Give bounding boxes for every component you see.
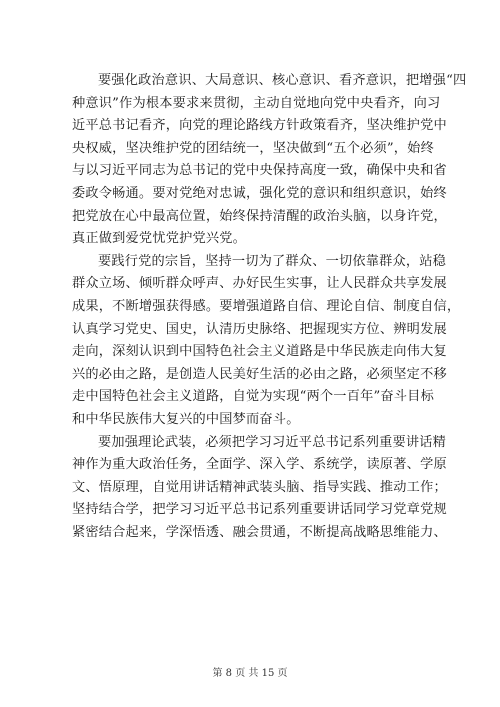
- text-line: 要践行党的宗旨，坚持一切为了群众、一切依靠群众，站稳: [98, 253, 447, 269]
- paragraph-theory-study: [72, 432, 447, 545]
- document-body: [72, 70, 467, 544]
- text-line: 群众立场、倾听群众呼声、办好民生实事，让人民群众共享发展: [72, 276, 447, 292]
- text-line: 文、悟原理，自觉用讲话精神武装头脑、指导实践、推动工作；: [72, 479, 447, 495]
- text-line: 真正做到爱党忧党护党兴党。: [72, 231, 247, 247]
- paragraph-political-awareness: [72, 70, 467, 251]
- text-line: 走中国特色社会主义道路，自觉为实现“两个一百年”奋斗目标: [72, 389, 434, 405]
- text-line: 和中华民族伟大复兴的中国梦而奋斗。: [72, 411, 300, 427]
- text-line: 神作为重大政治任务，全面学、深入学、系统学，读原著、学原: [72, 457, 447, 473]
- page-number-footer: 第 8 页 共 15 页: [212, 668, 288, 679]
- text-line: 委政令畅通。要对党绝对忠诚，强化党的意识和组织意识，始终: [72, 185, 447, 201]
- text-line: 认真学习党史、国史，认清历史脉络、把握现实方位、辨明发展: [72, 321, 447, 337]
- text-line: 走向，深刻认识到中国特色社会主义道路是中华民族走向伟大复: [72, 344, 447, 360]
- text-line: 坚持结合学，把学习习近平总书记系列重要讲话同学习党章党规: [72, 502, 447, 518]
- text-line: 成果，不断增强获得感。要增强道路自信、理论自信、制度自信，: [72, 298, 461, 314]
- text-line: 与以习近平同志为总书记的党中央保持高度一致，确保中央和省: [72, 163, 447, 179]
- text-line: 把党放在心中最高位置，始终保持清醒的政治头脑，以身许党，: [72, 208, 447, 224]
- text-line: 要强化政治意识、大局意识、核心意识、看齐意识，把增强“四: [98, 73, 467, 88]
- text-line: 要加强理论武装，必须把学习习近平总书记系列重要讲话精: [98, 434, 447, 450]
- text-line: 央权威，坚决维护党的团结统一，坚决做到“五个必须”，始终: [72, 140, 434, 156]
- text-line: 兴的必由之路，是创造人民美好生活的必由之路，必须坚定不移: [72, 366, 447, 382]
- paragraph-party-purpose: [72, 251, 461, 432]
- text-line: 近平总书记看齐，向党的理论路线方针政策看齐，坚决维护党中: [72, 118, 447, 134]
- text-line: 种意识”作为根本要求来贯彻，主动自觉地向党中央看齐，向习: [72, 95, 441, 111]
- text-line: 紧密结合起来，学深悟透、融会贯通，不断提高战略思维能力、: [72, 524, 447, 540]
